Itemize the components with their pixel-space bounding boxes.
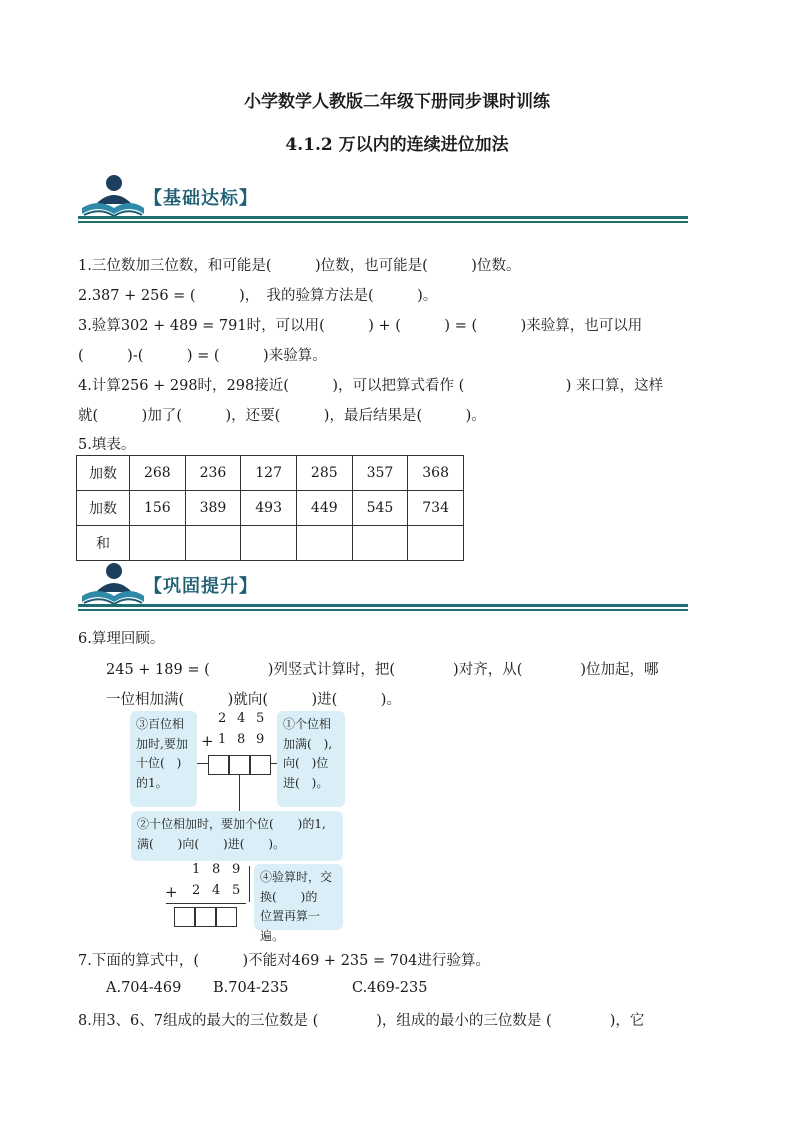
hint-bubble-ones xyxy=(277,711,345,807)
question-2: 2.387 + 256 = ( )， 我的验算方法是( )。 xyxy=(78,288,438,304)
hint-line: 加时,要加 xyxy=(136,736,188,751)
reader-logo-icon xyxy=(78,172,148,222)
question-1: 1.三位数加三位数，和可能是( )位数，也可能是( )位数。 xyxy=(78,258,521,274)
divider xyxy=(78,221,688,223)
answer-cell[interactable] xyxy=(352,526,408,561)
question-8: 8.用3、6、7组成的最大的三位数是 ( )，组成的最小的三位数是 ( )，它 xyxy=(78,1013,645,1029)
divider xyxy=(78,604,688,607)
table-cell: 734 xyxy=(408,491,464,526)
hint-line: 换( )的 xyxy=(260,889,318,904)
option-c[interactable]: C.469-235 xyxy=(352,980,428,996)
reader-logo-icon xyxy=(78,560,148,610)
answer-cell[interactable] xyxy=(130,526,186,561)
connector-line xyxy=(239,775,240,812)
option-b[interactable]: B.704-235 xyxy=(213,980,289,996)
question-3-line-1: 3.验算302 + 489 = 791时，可以用( ) + ( ) = ( )来验算，也可以用 xyxy=(78,318,643,334)
digit: 4 xyxy=(212,883,221,898)
row-label: 加数 xyxy=(77,491,130,526)
table-cell: 357 xyxy=(352,456,408,491)
hint-bubble-hundreds xyxy=(130,711,197,807)
hint-bubble-tens xyxy=(131,811,343,861)
question-6-line-2: 一位相加满( )就向( )进( )。 xyxy=(106,692,401,708)
hint-line: 加满( ), xyxy=(283,736,333,751)
hint-line: 满( )向( )进( )。 xyxy=(137,836,286,851)
hint-line: ④验算时，交 xyxy=(260,870,333,884)
table-cell: 449 xyxy=(296,491,352,526)
page-title: 小学数学人教版二年级下册同步课时训练 xyxy=(244,92,550,112)
digit: 1 xyxy=(218,732,227,747)
answer-box[interactable] xyxy=(208,755,229,775)
plus-sign: + xyxy=(165,883,178,901)
section-banner-improve xyxy=(78,560,688,610)
section-title-basic: 【基础达标】 xyxy=(144,188,258,209)
hint-bubble-check xyxy=(254,864,343,943)
option-a[interactable]: A.704-469 xyxy=(106,980,182,996)
digit: 9 xyxy=(256,732,265,747)
digit: 8 xyxy=(237,732,246,747)
question-3-line-2: ( )-( ) = ( )来验算。 xyxy=(78,348,327,364)
hint-line: 向( )位 xyxy=(283,756,329,770)
digit: 1 xyxy=(192,862,201,877)
table-cell: 285 xyxy=(296,456,352,491)
row-label: 加数 xyxy=(77,456,130,491)
table-row xyxy=(77,456,464,491)
row-label: 和 xyxy=(77,526,130,561)
table-cell: 545 xyxy=(352,491,408,526)
hint-line: 位置再算一遍。 xyxy=(260,909,321,943)
hint-line: ②十位相加时，要加个位( )的1, xyxy=(137,817,326,831)
digit: 5 xyxy=(256,711,265,726)
answer-cell[interactable] xyxy=(408,526,464,561)
hint-line: ①个位相 xyxy=(283,717,332,731)
divider xyxy=(78,609,688,611)
table-cell: 389 xyxy=(185,491,241,526)
sum-line xyxy=(166,903,246,904)
answer-box[interactable] xyxy=(229,755,250,775)
digit: 8 xyxy=(212,862,221,877)
table-cell: 156 xyxy=(130,491,186,526)
question-6: 6.算理回顾。 xyxy=(78,631,165,647)
answer-box[interactable] xyxy=(250,755,271,775)
question-5: 5.填表。 xyxy=(78,437,136,453)
answer-cell[interactable] xyxy=(296,526,352,561)
digit: 9 xyxy=(232,862,241,877)
page-subtitle: 4.1.2 万以内的连续进位加法 xyxy=(285,135,509,155)
question-7: 7.下面的算式中，( )不能对469 + 235 = 704进行验算。 xyxy=(78,953,490,969)
addition-table xyxy=(76,455,464,561)
table-row xyxy=(77,491,464,526)
answer-cell[interactable] xyxy=(185,526,241,561)
table-cell: 368 xyxy=(408,456,464,491)
question-4-line-1: 4.计算256 + 298时，298接近( )，可以把算式看作 ( ) 来口算，这样 xyxy=(78,378,664,394)
table-cell: 268 xyxy=(130,456,186,491)
hint-line: 的1。 xyxy=(136,775,168,790)
answer-cell[interactable] xyxy=(241,526,297,561)
table-cell: 493 xyxy=(241,491,297,526)
hint-line: ③百位相 xyxy=(136,717,185,731)
table-row xyxy=(77,526,464,561)
section-banner-basic xyxy=(78,172,688,222)
table-cell: 127 xyxy=(241,456,297,491)
table-cell: 236 xyxy=(185,456,241,491)
plus-sign: + xyxy=(201,732,214,750)
answer-box[interactable] xyxy=(216,907,237,927)
digit: 2 xyxy=(218,711,227,726)
hint-line: 进( )。 xyxy=(283,775,329,790)
divider xyxy=(78,216,688,219)
bracket-line xyxy=(249,866,250,902)
digit: 4 xyxy=(237,711,246,726)
question-6-line-1: 245 + 189 = ( )列竖式计算时，把( )对齐，从( )位加起，哪 xyxy=(106,662,659,678)
hint-line: 十位( ) xyxy=(136,756,182,770)
digit: 5 xyxy=(232,883,241,898)
answer-box[interactable] xyxy=(174,907,195,927)
section-title-improve: 【巩固提升】 xyxy=(144,576,258,597)
answer-box[interactable] xyxy=(195,907,216,927)
digit: 2 xyxy=(192,883,201,898)
vertical-addition-diagram xyxy=(130,708,345,943)
question-4-line-2: 就( )加了( )，还要( )，最后结果是( )。 xyxy=(78,408,486,424)
